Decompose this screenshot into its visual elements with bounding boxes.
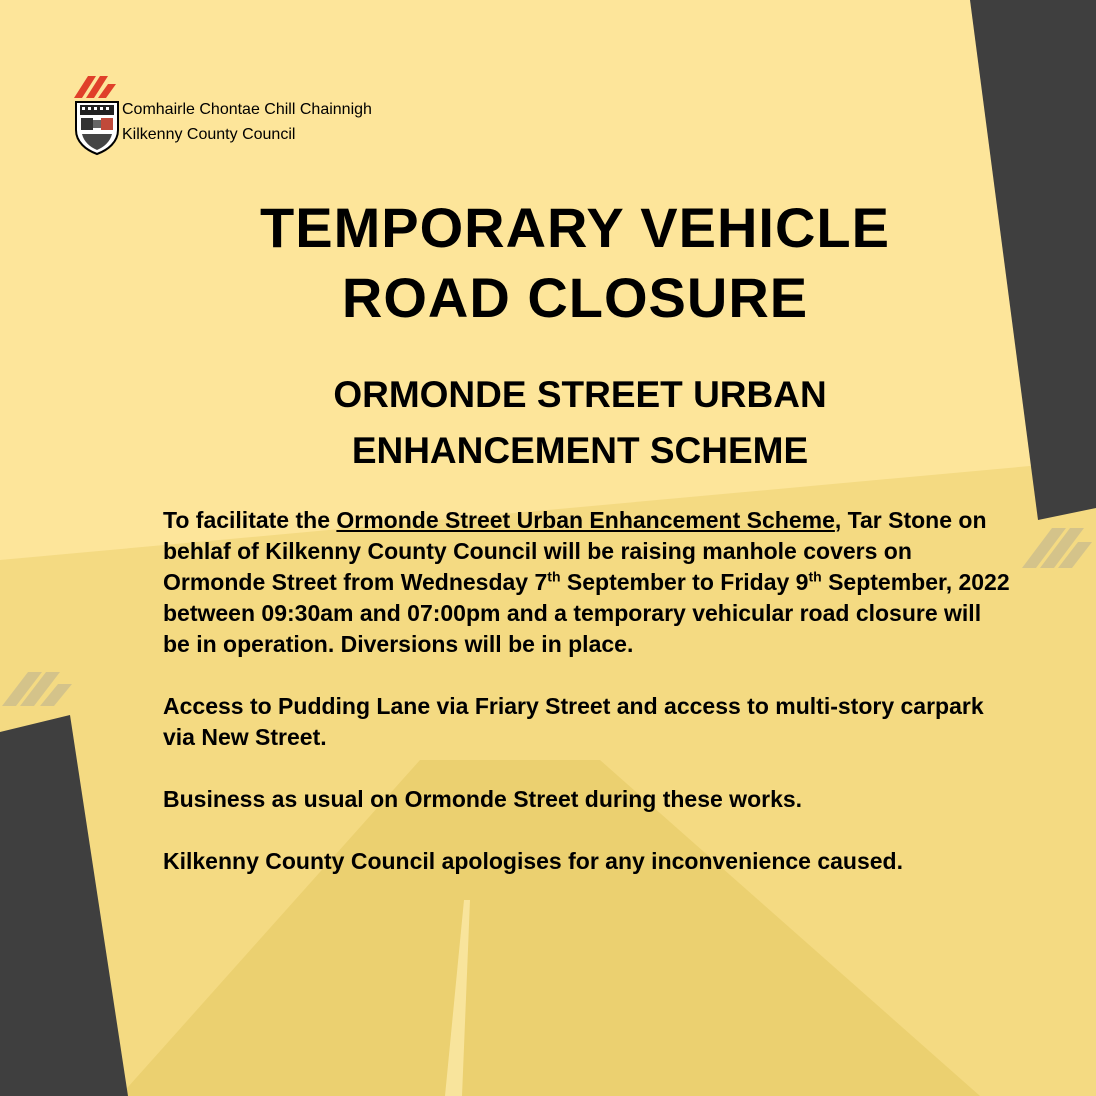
- title-line-2: ROAD CLOSURE: [341, 266, 809, 329]
- scheme-subtitle: [220, 367, 940, 479]
- subtitle-line-2: ENHANCEMENT SCHEME: [351, 430, 809, 471]
- council-name-english: Kilkenny County Council: [122, 126, 296, 143]
- closure-text-a: , Tar Stone on behlaf of Kilkenny County Council will be raising manhole covers on Ormonde Street from Wednesday 7: [163, 507, 987, 595]
- title-line-1: TEMPORARY VEHICLE: [260, 196, 890, 259]
- closure-details-paragraph: [163, 505, 1013, 660]
- business-paragraph: Business as usual on Ormonde Street during these works.: [163, 786, 803, 812]
- apology-paragraph: Kilkenny County Council apologises for any inconvenience caused.: [163, 848, 903, 874]
- closure-text-c: September, 2022 between 09:30am and 07:00pm and a temporary vehicular road closure will be in operation. Diversions will be in place.: [163, 569, 1010, 657]
- notice-body: [163, 505, 1013, 908]
- access-paragraph: Access to Pudding Lane via Friary Street and access to multi-story carpark via New Street.: [163, 693, 984, 750]
- closure-text-b: September to Friday 9: [560, 569, 809, 595]
- council-crest-icon: [72, 72, 122, 156]
- notice-title: [150, 193, 1000, 333]
- scheme-name-underlined: Ormonde Street Urban Enhancement Scheme: [336, 507, 835, 533]
- council-name-irish: Comhairle Chontae Chill Chainnigh: [122, 101, 372, 118]
- ordinal-suffix: th: [547, 568, 561, 585]
- subtitle-line-1: ORMONDE STREET URBAN: [333, 374, 827, 415]
- ordinal-suffix: th: [808, 568, 822, 585]
- closure-intro-text: To facilitate the: [163, 507, 337, 533]
